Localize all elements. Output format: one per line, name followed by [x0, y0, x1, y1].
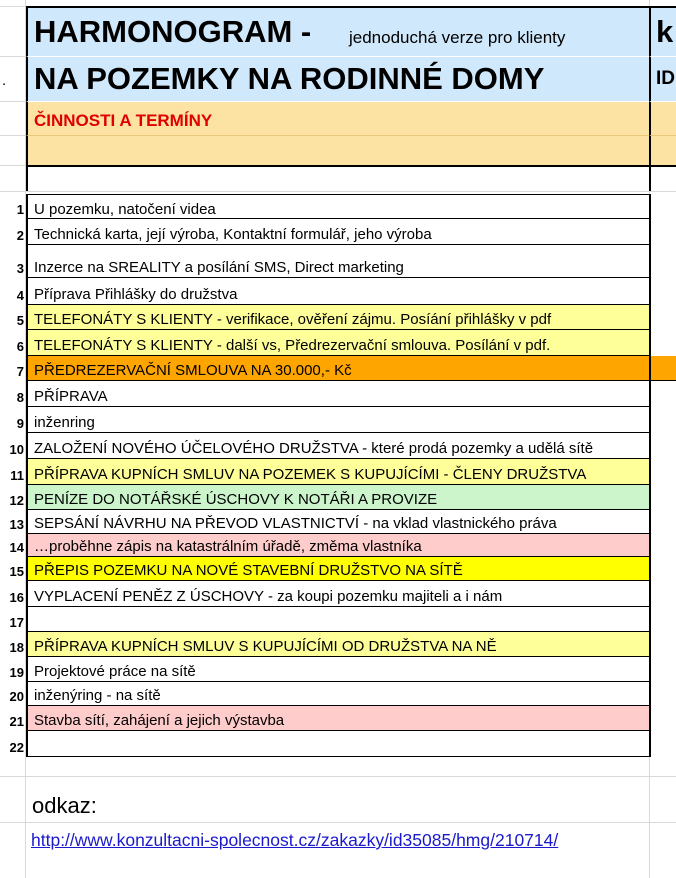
col-c-cell[interactable]	[649, 607, 676, 632]
task-text: …proběhne zápis na katastrálním úřadě, změma vlastníka	[34, 538, 422, 555]
row-number: 19	[9, 665, 24, 680]
task-text: Technická karta, její výroba, Kontaktní formulář, jeho výroba	[34, 226, 432, 243]
row-number: 3	[16, 261, 24, 276]
col-c-header-2-text: ID	[656, 68, 675, 89]
col-c-cell[interactable]	[649, 510, 676, 534]
col-c-cell[interactable]	[649, 407, 676, 433]
task-text: PŘEPIS POZEMKU NA NOVÉ STAVEBNÍ DRUŽSTVO NA SÍTĚ	[34, 562, 463, 579]
title-cell[interactable]	[26, 6, 649, 56]
col-c-cell[interactable]	[649, 657, 676, 682]
col-c-cell[interactable]	[649, 682, 676, 706]
task-row[interactable]	[26, 731, 649, 757]
col-c-cell[interactable]	[649, 632, 676, 657]
col-c-cell[interactable]	[649, 245, 676, 278]
task-row[interactable]	[26, 194, 649, 219]
col-c-cell[interactable]	[649, 433, 676, 459]
task-text: PŘEDREZERVAČNÍ SMLOUVA NA 30.000,- Kč	[34, 362, 352, 379]
col-c-header-1-text: k	[656, 14, 674, 49]
row-number: 9	[16, 416, 24, 431]
section-label-cell[interactable]	[26, 101, 649, 135]
row-number: 22	[9, 740, 24, 755]
row-number: 16	[9, 590, 24, 605]
task-text: inženýring - na sítě	[34, 687, 161, 704]
task-row[interactable]	[26, 245, 649, 278]
row-number: 10	[9, 442, 24, 457]
task-row[interactable]	[26, 557, 649, 581]
col-c-cell[interactable]	[649, 485, 676, 510]
col-c-cell[interactable]	[649, 534, 676, 557]
gridline	[0, 776, 676, 777]
col-c-header-1[interactable]	[649, 6, 676, 56]
row-number: 15	[9, 564, 24, 579]
spacer-cell[interactable]	[26, 165, 649, 191]
col-c-cell[interactable]	[649, 194, 676, 219]
row-number: 8	[16, 390, 24, 405]
gridline	[0, 822, 676, 823]
task-text: SEPSÁNÍ NÁVRHU NA PŘEVOD VLASTNICTVÍ - na vklad vlastnického práva	[34, 515, 557, 532]
task-text: PŘÍPRAVA KUPNÍCH SMLUV NA POZEMEK S KUPUJÍCÍMI - ČLENY DRUŽSTVA	[34, 466, 587, 483]
col-c-cell[interactable]	[649, 356, 676, 381]
task-text: U pozemku, natočení videa	[34, 201, 216, 218]
row-number: 4	[16, 288, 24, 303]
task-text: PŘÍPRAVA KUPNÍCH SMLUV S KUPUJÍCÍMI OD DRUŽSTVA NA NĚ	[34, 638, 497, 655]
odkaz-label: odkaz:	[32, 793, 97, 818]
task-row[interactable]	[26, 381, 649, 407]
row-number: 12	[9, 493, 24, 508]
task-text: PŘÍPRAVA	[34, 388, 108, 405]
gridline	[0, 191, 676, 192]
task-text: TELEFONÁTY S KLIENTY - další vs, Předrezervační smlouva. Posílání v pdf.	[34, 337, 551, 354]
reference-link[interactable]: http://www.konzultacni-spolecnost.cz/zakazky/id35085/hmg/210714/	[31, 830, 559, 850]
task-text: Inzerce na SREALITY a posílání SMS, Direct marketing	[34, 259, 404, 276]
row-number: 13	[9, 517, 24, 532]
col-c-cell[interactable]	[649, 731, 676, 757]
task-row[interactable]	[26, 534, 649, 557]
row-number: 6	[16, 339, 24, 354]
col-c-section-1[interactable]	[649, 101, 676, 135]
col-c-cell[interactable]	[649, 557, 676, 581]
col-c-cell[interactable]	[649, 706, 676, 731]
task-row[interactable]	[26, 485, 649, 510]
title-subtitle: jednoduchá verze pro klienty	[349, 28, 566, 47]
task-row[interactable]	[26, 657, 649, 682]
task-row[interactable]	[26, 219, 649, 245]
row-number: 7	[16, 364, 24, 379]
task-text: VYPLACENÍ PENĚZ Z ÚSCHOVY - za koupi pozemku majiteli a i nám	[34, 588, 503, 605]
task-row[interactable]	[26, 682, 649, 706]
row-number: 21	[9, 714, 24, 729]
task-text: inženring	[34, 414, 95, 431]
task-text: PENÍZE DO NOTÁŘSKÉ ÚSCHOVY K NOTÁŘI A PROVIZE	[34, 491, 438, 508]
task-text: ZALOŽENÍ NOVÉHO ÚČELOVÉHO DRUŽSTVA - které prodá pozemky a udělá sítě	[34, 440, 594, 457]
section-blank-cell[interactable]	[26, 135, 649, 165]
task-row[interactable]	[26, 356, 649, 381]
col-c-cell[interactable]	[649, 219, 676, 245]
row-number: 1	[16, 202, 24, 217]
task-row[interactable]	[26, 330, 649, 356]
task-row[interactable]	[26, 278, 649, 305]
col-c-cell[interactable]	[649, 305, 676, 330]
title-main: HARMONOGRAM -	[34, 14, 312, 49]
col-c-cell[interactable]	[649, 381, 676, 407]
row-number: 5	[16, 313, 24, 328]
col-c-cell[interactable]	[649, 459, 676, 485]
col-c-section-2[interactable]	[649, 135, 676, 165]
row-number: 2	[16, 228, 24, 243]
row-number: 14	[9, 540, 24, 555]
stray-dot: .	[2, 72, 7, 89]
section-label: ČINNOSTI A TERMÍNY	[34, 111, 213, 130]
task-text: TELEFONÁTY S KLIENTY - verifikace, ověření zájmu. Posíání přihlášky v pdf	[34, 311, 552, 328]
row-number: 17	[9, 615, 24, 630]
task-text: Příprava Přihlášky do družstva	[34, 286, 238, 303]
task-row[interactable]	[26, 581, 649, 607]
task-row[interactable]	[26, 305, 649, 330]
task-row[interactable]	[26, 632, 649, 657]
task-row[interactable]	[26, 433, 649, 459]
col-c-header-2[interactable]	[649, 56, 676, 101]
row-number: 18	[9, 640, 24, 655]
col-c-cell[interactable]	[649, 581, 676, 607]
task-row[interactable]	[26, 607, 649, 632]
col-c-cell[interactable]	[649, 330, 676, 356]
task-row[interactable]	[26, 407, 649, 433]
row-number: 20	[9, 689, 24, 704]
task-row[interactable]	[26, 510, 649, 534]
col-c-spacer[interactable]	[649, 165, 676, 191]
task-row[interactable]	[26, 706, 649, 731]
task-text: Stavba sítí, zahájení a jejich výstavba	[34, 712, 285, 729]
title-line-2: NA POZEMKY NA RODINNÉ DOMY	[34, 61, 545, 96]
col-c-cell[interactable]	[649, 278, 676, 305]
row-number: 11	[10, 468, 24, 483]
task-row[interactable]	[26, 459, 649, 485]
subtitle-cell[interactable]	[26, 56, 649, 101]
task-text: Projektové práce na sítě	[34, 663, 196, 680]
